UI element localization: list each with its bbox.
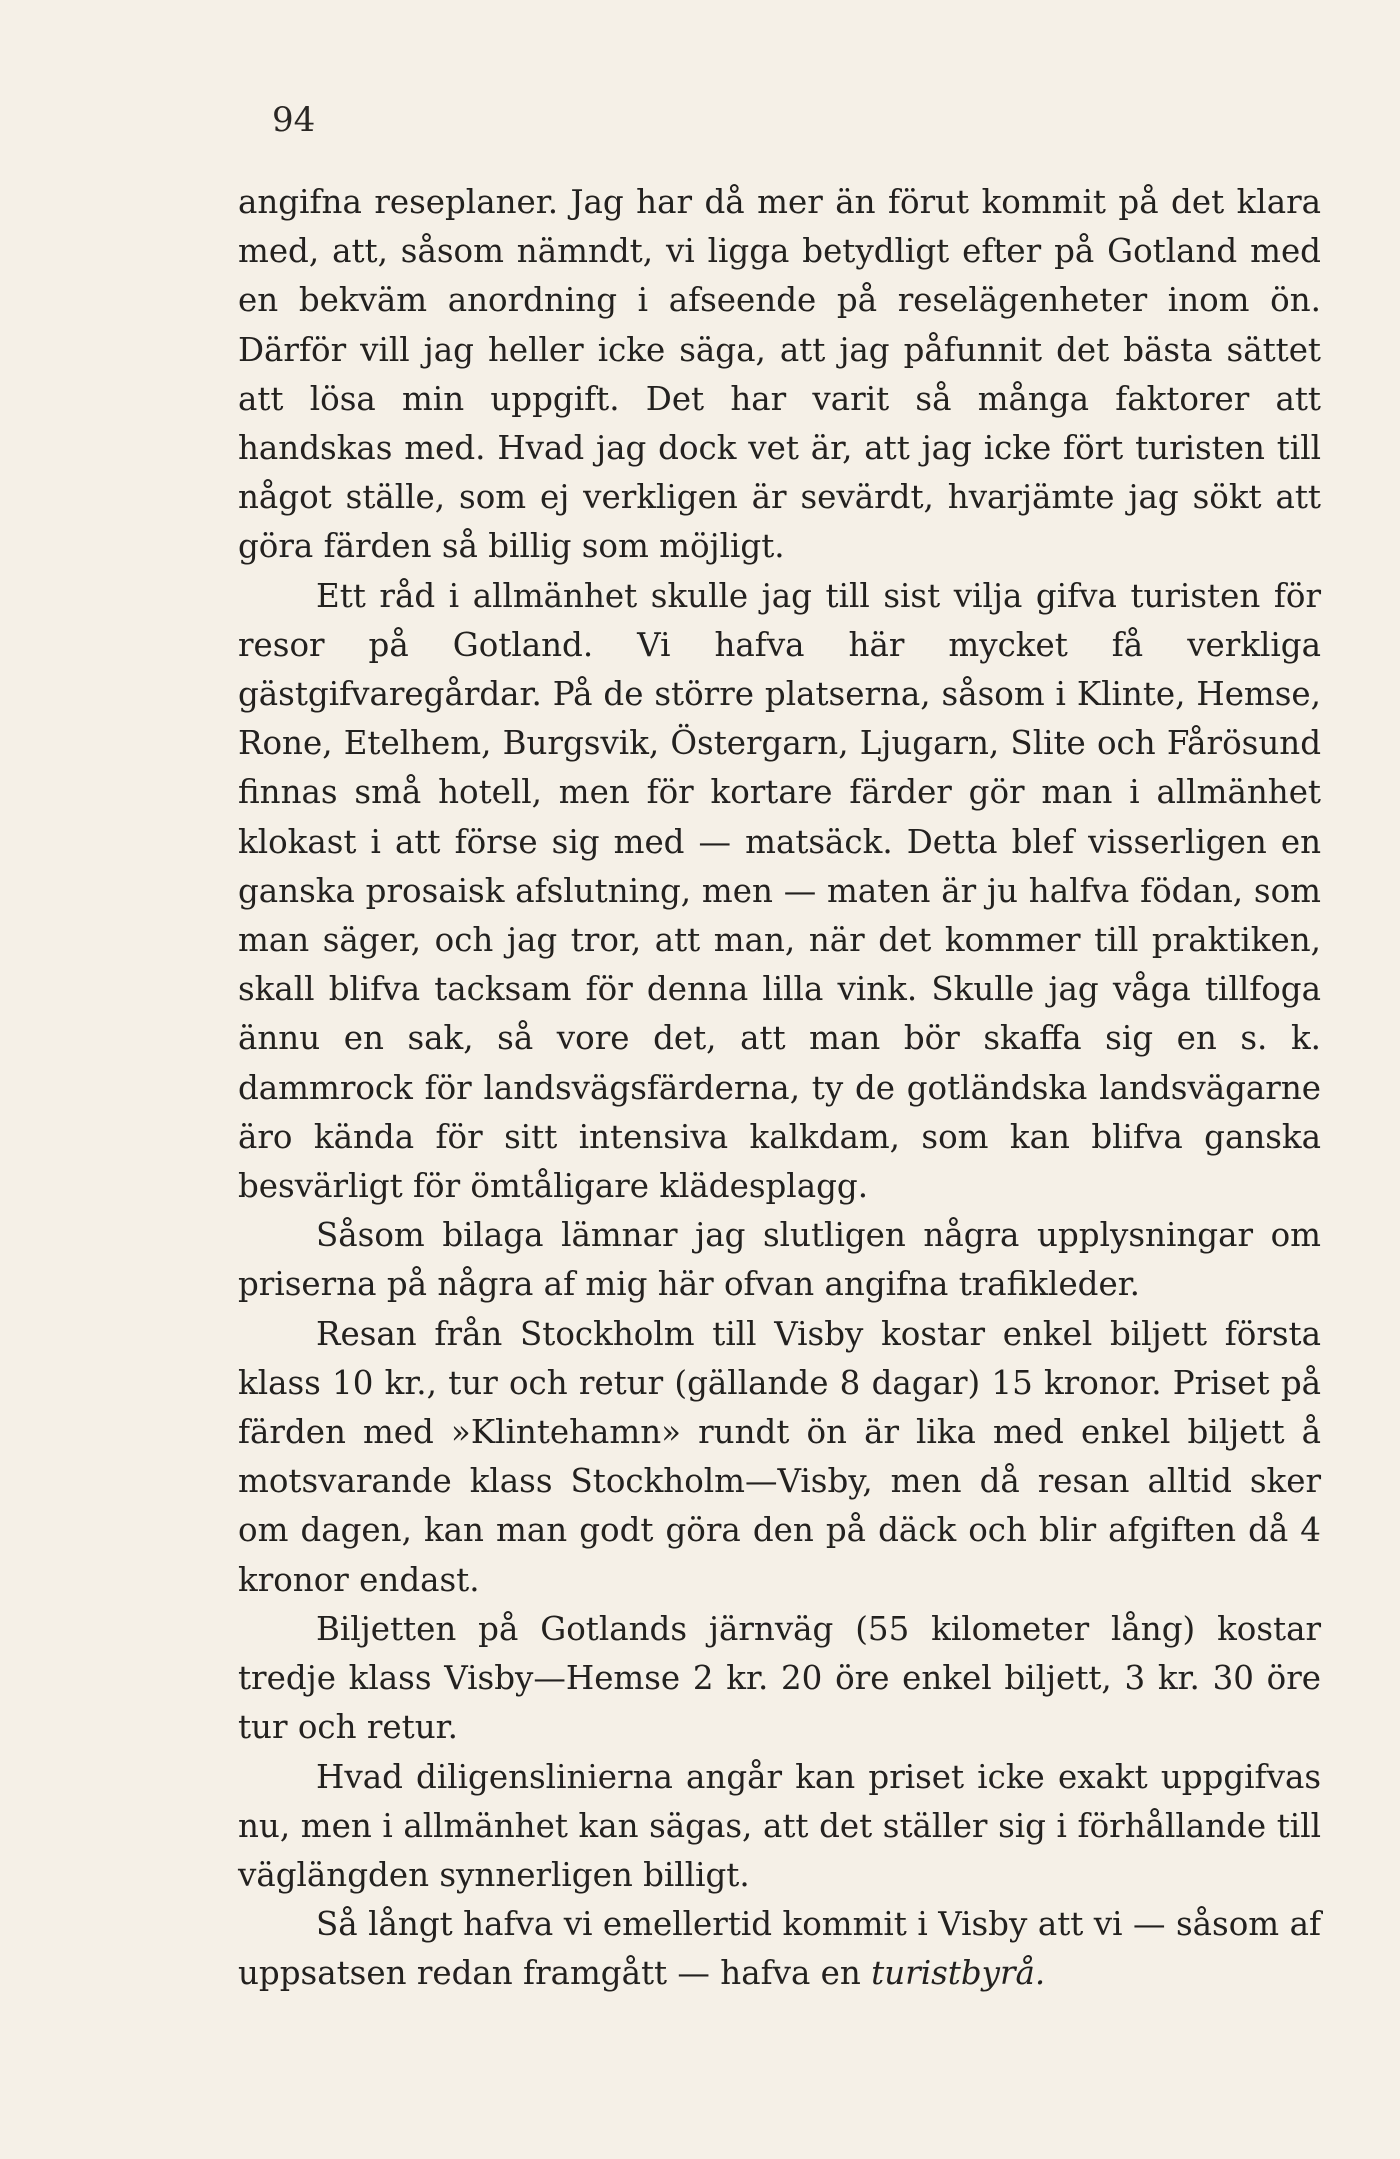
page-number: 94 (272, 100, 316, 140)
emphasized-word: turistbyrå. (871, 1954, 1046, 1993)
paragraph-7 (238, 1900, 1321, 1998)
paragraph-1: angifna reseplaner. Jag har då mer än förut kommit på det klara med, att, såsom nämndt, vi ligga betydligt efter på Gotland med en bekväm anordning i afseende på reselägenheter inom ön. Därför vill jag heller icke säga, att jag påfunnit det bästa sättet att lösa min uppgift. Det har varit så många faktorer att handskas med. Hvad jag dock vet är, att jag icke fört turisten till något ställe, som ej verkligen är sevärdt, hvarjämte jag sökt att göra färden så billig som möjligt. (238, 183, 1321, 566)
paragraph-4: Resan från Stockholm till Visby kostar enkel biljett första klass 10 kr., tur och retur (gällande 8 dagar) 15 kronor. Priset på färden med »Klintehamn» rundt ön är lika med enkel biljett å motsvarande klass Stockholm—Visby, men då resan alltid sker om dagen, kan man godt göra den på däck och blir afgiften då 4 kronor endast. (238, 1314, 1321, 1599)
paragraph-6: Hvad diligenslinierna angår kan priset icke exakt uppgifvas nu, men i allmänhet kan sägas, att det ställer sig i förhållande till väglängden synnerligen billigt. (238, 1757, 1321, 1894)
paragraph-7-text: Så långt hafva vi emellertid kommit i Visby att vi — såsom af uppsatsen redan framgått — hafva en (238, 1905, 1321, 1993)
paragraph-5: Biljetten på Gotlands järnväg (55 kilometer lång) kostar tredje klass Visby—Hemse 2 kr. 20 öre enkel biljett, 3 kr. 30 öre tur och retur. (238, 1609, 1321, 1747)
body-text (238, 178, 1321, 1999)
paragraph-2: Ett råd i allmänhet skulle jag till sist vilja gifva turisten för resor på Gotland. Vi hafva här mycket få verkliga gästgifvaregårdar. På de större platserna, såsom i Klinte, Hemse, Rone, Etelhem, Burgsvik, Östergarn, Ljugarn, Slite och Fårösund finnas små hotell, men för kortare färder gör man i allmänhet klokast i att förse sig med — matsäck. Detta blef visserligen en ganska prosaisk afslutning, men — maten är ju halfva födan, som man säger, och jag tror, att man, när det kommer till praktiken, skall blifva tacksam för denna lilla vink. Skulle jag våga tillfoga ännu en sak, så vore det, att man bör skaffa sig en s. k. dammrock för landsvägsfärderna, ty de gotländska landsvägarne äro kända för sitt intensiva kalkdam, som kan blifva ganska besvärligt för ömtåligare klädesplagg. (238, 576, 1321, 1206)
paragraph-3: Såsom bilaga lämnar jag slutligen några upplysningar om priserna på några af mig här ofvan angifna trafikleder. (238, 1216, 1321, 1304)
